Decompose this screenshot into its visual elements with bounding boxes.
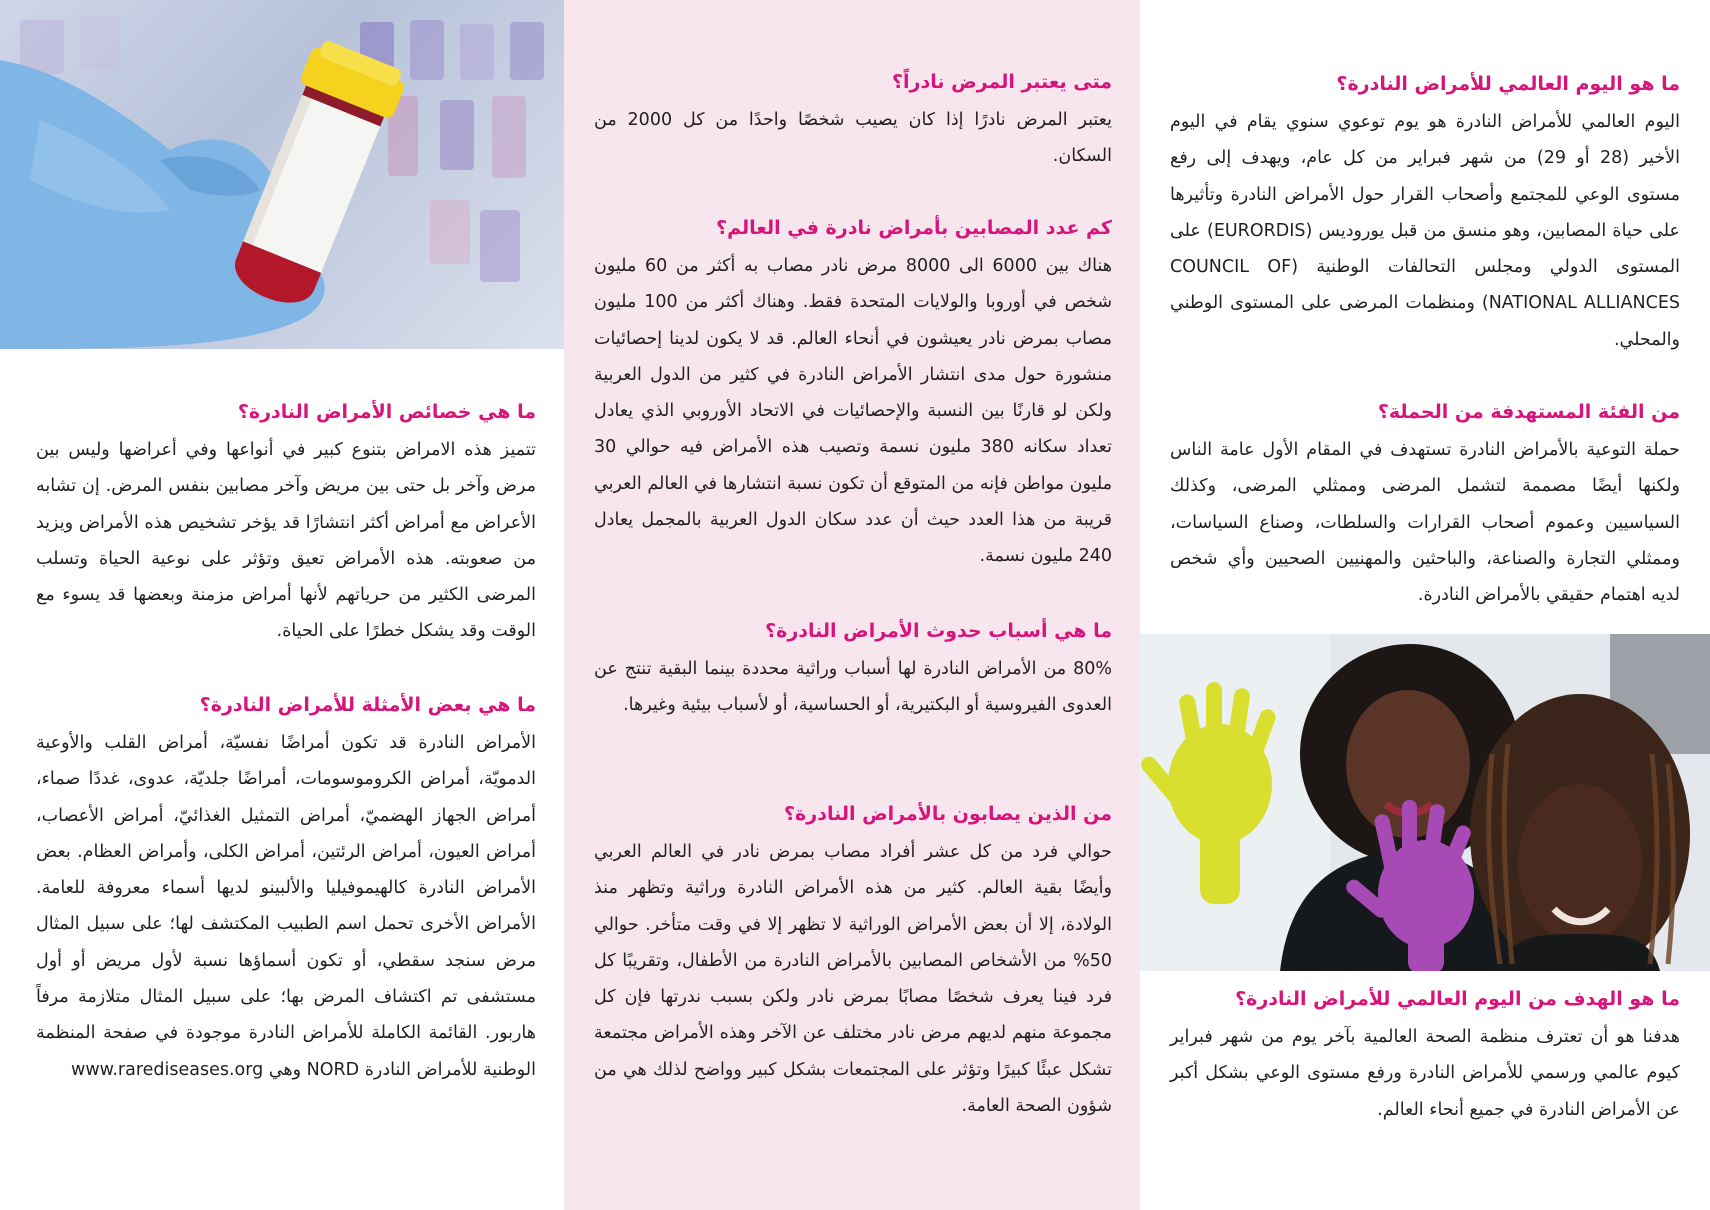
glove-and-tube-illustration: [0, 0, 564, 349]
text-examples: الأمراض النادرة قد تكون أمراضًا نفسيّة، أمراض القلب والأوعية الدمويّة، أمراض الكروموسومات، أمراضًا جلديّة، عدوى، غددًا صماء، أمراض الجهاز الهضميّ، أمراض التمثيل الغذائيّ، أمراض الأعصاب، أمراض العيون، أمراض الرئتين، أمراض الكلى، وأمراض العظام. بعض الأمراض النادرة كالهيموفيليا والألبينو لديها أسماء معروفة للعامة. الأمراض الأخرى تحمل اسم الطبيب المكتشف لها؛ على سبيل المثال مرض سنجد سقطي، أو تكون أسماؤها نسبة لأول مريض أو أول مستشفى تم اكتشاف المرض بها؛ على سبيل المثال متلازمة مرفاً هاربور. القائمة الكاملة للأمراض النادرة موجودة في صفحة المنظمة الوطنية للأمراض النادرة NORD وهي www.rarediseases.org: [36, 733, 536, 1080]
heading-world-day: ما هو اليوم العالمي للأمراض النادرة؟: [1336, 73, 1680, 95]
section-examples: [36, 691, 536, 1088]
women-illustration: [1140, 634, 1710, 971]
section-number-affected: [594, 214, 1112, 575]
heading-examples: ما هي بعض الأمثلة للأمراض النادرة؟: [199, 694, 536, 716]
photo-blood-test-tube: [0, 0, 564, 349]
heading-who-affected: من الذين يصابون بالأمراض النادرة؟: [784, 803, 1112, 825]
text-goal: هدفنا هو أن تعترف منظمة الصحة العالمية بآخر يوم من شهر فبراير كيوم عالمي ورسمي للأمراض النادرة ورفع مستوى الوعي بشكل أكبر عن الأمراض النادرة في جميع أنحاء العالم.: [1170, 1027, 1680, 1120]
heading-characteristics: ما هي خصائص الأمراض النادرة؟: [237, 401, 536, 423]
heading-when-rare: متى يعتبر المرض نادراً؟: [891, 71, 1112, 93]
heading-target-audience: من الفئة المستهدفة من الحملة؟: [1377, 401, 1680, 423]
text-world-day: اليوم العالمي للأمراض النادرة هو يوم توعوي سنوي يقام في اليوم الأخير (28 أو 29) من شهر فبراير من كل عام، ويهدف إلى رفع مستوى الوعي للمجتمع وأصحاب القرار حول الأمراض النادرة وتأثيرها على حياة المصابين، وهو منسق من قبل يوروديس (EURORDIS) على المستوى الدولي ومجلس التحالفات الوطنية (COUNCIL OF NATIONAL ALLIANCES) ومنظمات المرضى على المستوى الوطني والمحلي.: [1170, 112, 1680, 350]
panel-middle: [564, 0, 1140, 1210]
heading-goal: ما هو الهدف من اليوم العالمي للأمراض النادرة؟: [1235, 988, 1680, 1010]
text-target-audience: حملة التوعية بالأمراض النادرة تستهدف في المقام الأول عامة الناس ولكنها أيضًا مصممة لتشمل المرضى وممثلي المرضى، وكذلك السياسيين وعموم أصحاب القرارات والسلطات، وصناع السياسات، وممثلي التجارة والصناعة، والباحثين والمهنيين الصحيين وأي شخص لديه اهتمام حقيقي بالأمراض النادرة.: [1170, 440, 1680, 606]
heading-number-affected: كم عدد المصابين بأمراض نادرة في العالم؟: [716, 217, 1112, 239]
section-target-audience: [1170, 398, 1680, 613]
section-who-affected: [594, 800, 1112, 1124]
section-causes: [594, 617, 1112, 724]
section-characteristics: [36, 398, 536, 650]
heading-causes: ما هي أسباب حدوث الأمراض النادرة؟: [765, 620, 1112, 642]
text-characteristics: تتميز هذه الامراض بتنوع كبير في أنواعها وفي أعراضها وليس بين مرض وآخر بل حتى بين مريض وآخر مصابين بنفس المرض. إن تشابه الأعراض مع أمراض أكثر انتشارًا قد يؤخر تشخيص هذه الأمراض ويزيد من صعوبته. هذه الأمراض تعيق وتؤثر على نوعية الحياة وتسلب المرضى الكثير من حرياتهم لأنها أمراض مزمنة وبعضها قد يسوء مع الوقت وقد يشكل خطرًا على الحياة.: [36, 440, 536, 642]
section-world-day: [1170, 70, 1680, 358]
section-goal: [1170, 985, 1680, 1128]
photo-women-painted-hands: [1140, 634, 1710, 971]
text-when-rare: يعتبر المرض نادرًا إذا كان يصيب شخصًا واحدًا من كل 2000 من السكان.: [594, 110, 1112, 167]
text-who-affected: حوالي فرد من كل عشر أفراد مصاب بمرض نادر في العالم العربي وأيضًا بقية العالم. كثير من هذه الأمراض النادرة وراثية وتظهر منذ الولادة، إلا أن بعض الأمراض الوراثية لا تظهر إلا في وقت متأخر. حوالي 50% من الأشخاص المصابين بالأمراض النادرة من الأطفال، وتقريبًا كل فرد فينا يعرف شخصًا مصابًا بمرض نادر ولكن بسبب ندرتها فإن كل مجموعة منهم لديهم مرض نادر مختلف عن الآخر وهذه الأمراض مجتمعة تشكل عبئًا كبيرًا وتؤثر على المجتمعات بشكل كبير وواضح لذلك هي من شؤون الصحة العامة.: [594, 842, 1112, 1117]
text-causes: 80% من الأمراض النادرة لها أسباب وراثية محددة بينما البقية تنتج عن العدوى الفيروسية أو البكتيرية، أو الحساسية، أو لأسباب بيئية وغيرها.: [594, 659, 1112, 716]
panel-left: [0, 0, 564, 1210]
text-number-affected: هناك بين 6000 الى 8000 مرض نادر مصاب به أكثر من 60 مليون شخص في أوروبا والولايات المتحدة فقط. وهناك أكثر من 100 مليون مصاب بمرض نادر يعيشون في أنحاء العالم. قد لا يكون لدينا إحصائيات منشورة حول مدى انتشار الأمراض النادرة في كثير من الدول العربية ولكن لو قارنًا بين النسبة والإحصائيات في الاتحاد الأوروبي الذي يعادل تعداد سكانه 380 مليون نسمة وتصيب هذه الأمراض فيه حوالي 30 مليون مواطن فإنه من المتوقع أن تكون نسبة انتشارها في العالم العربي قريبة من هذا العدد حيث أن عدد سكان الدول العربية بالمجمل يعادل 240 مليون نسمة.: [594, 256, 1113, 567]
section-when-rare: [594, 68, 1112, 175]
panel-right: [1140, 0, 1710, 1210]
